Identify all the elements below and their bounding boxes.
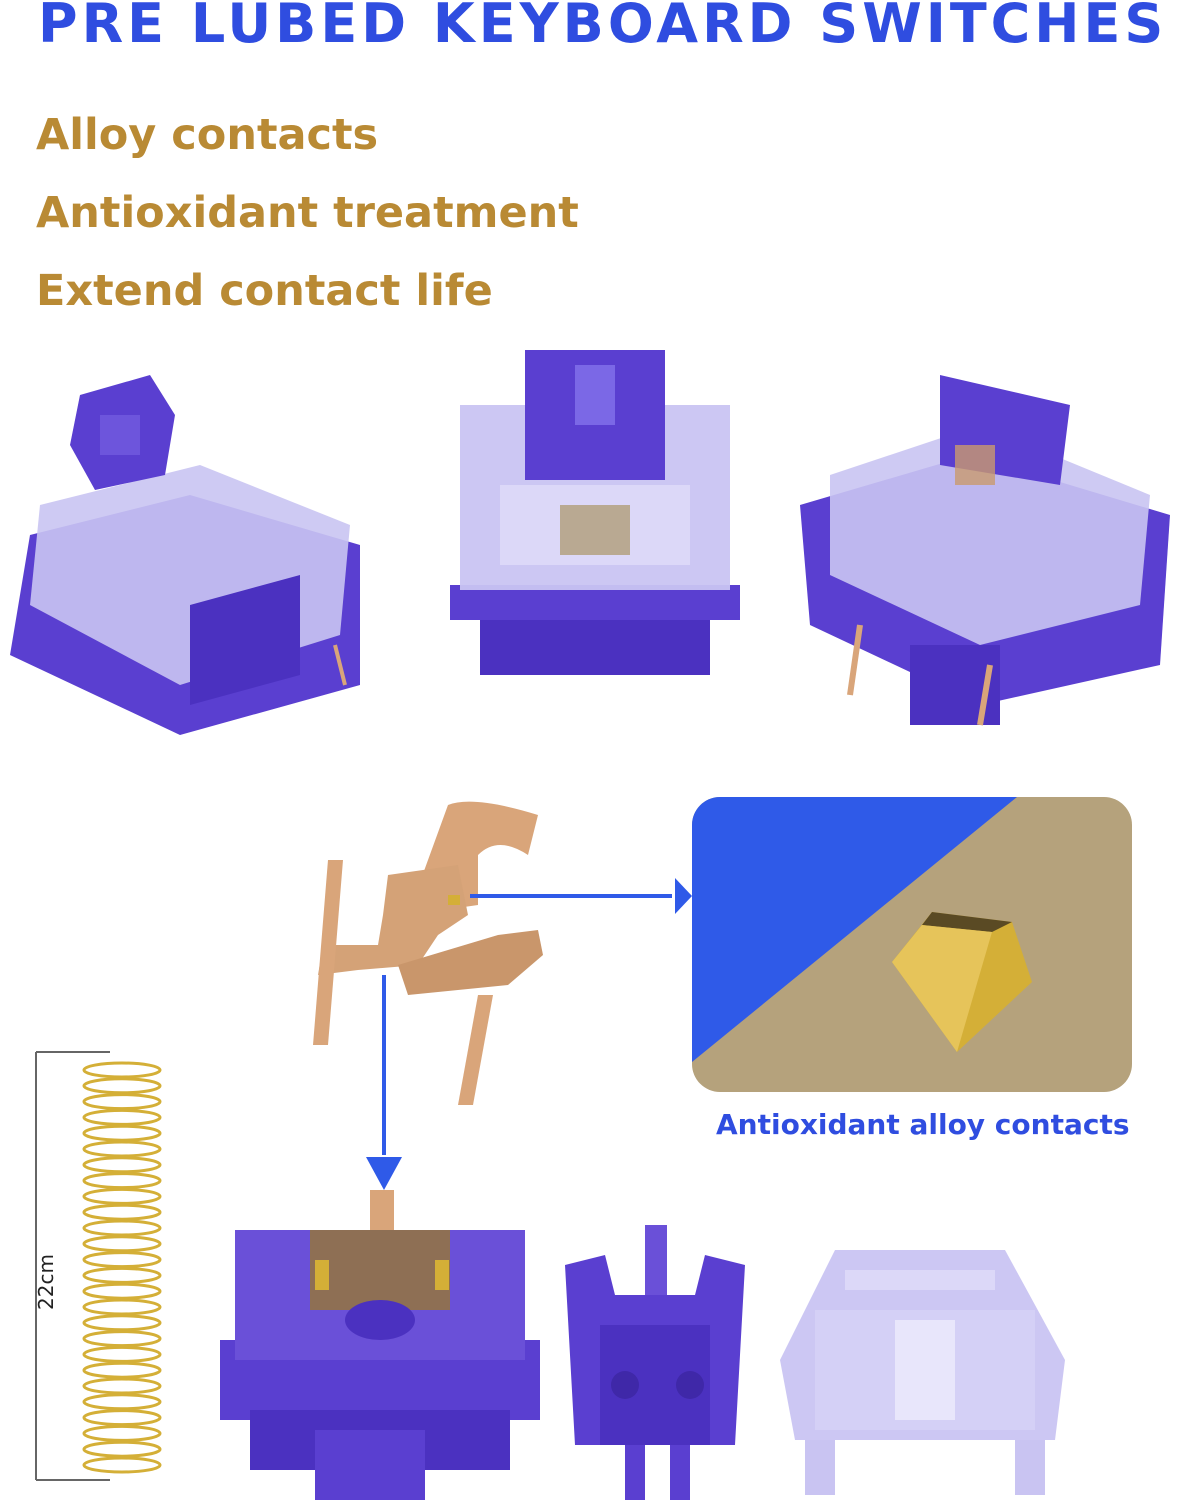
spring-coil (84, 1379, 160, 1393)
spring-coil (84, 1063, 160, 1077)
arrow-to-zoom-panel-icon (470, 872, 695, 922)
spring-coil (84, 1458, 160, 1472)
feature-antioxidant-treatment: Antioxidant treatment (36, 188, 579, 238)
spring-coil (84, 1411, 160, 1425)
spring-coil (84, 1079, 160, 1093)
spring-coil (84, 1284, 160, 1298)
spring-coil (84, 1110, 160, 1124)
spring-length-label: 22cm (34, 1254, 58, 1310)
spring-coil (84, 1300, 160, 1314)
spring-coil (84, 1189, 160, 1203)
spring-coil (84, 1363, 160, 1377)
spring-coil (84, 1237, 160, 1251)
spring-coil (84, 1142, 160, 1156)
switch-angled-right-image (790, 365, 1180, 735)
spring-coil (84, 1126, 160, 1140)
switch-front-image (440, 345, 750, 685)
alloy-contact-zoom-image (692, 797, 1132, 1092)
arrow-to-housing-icon (362, 975, 410, 1195)
spring-coil (84, 1395, 160, 1409)
spring-coil (84, 1205, 160, 1219)
spring-coil (84, 1095, 160, 1109)
page-title: PRE LUBED KEYBOARD SWITCHES (38, 0, 1168, 55)
spring-coil (84, 1442, 160, 1456)
spring-coil (84, 1347, 160, 1361)
spring-coil (84, 1221, 160, 1235)
spring-coil (84, 1253, 160, 1267)
bottom-housing-image (220, 1190, 540, 1500)
feature-extend-contact-life: Extend contact life (36, 266, 493, 316)
spring-coil (84, 1158, 160, 1172)
switch-stem-image (565, 1225, 745, 1500)
switch-angled-left-image (0, 355, 380, 745)
spring-coil (84, 1332, 160, 1346)
spring-coil (84, 1174, 160, 1188)
spring-coil (84, 1316, 160, 1330)
spring-coil (84, 1268, 160, 1282)
top-housing-image (775, 1250, 1075, 1495)
zoom-panel-caption: Antioxidant alloy contacts (716, 1108, 1130, 1141)
feature-alloy-contacts: Alloy contacts (36, 110, 379, 160)
spring-coil (84, 1426, 160, 1440)
alloy-contact-leaf-image (298, 795, 558, 1110)
